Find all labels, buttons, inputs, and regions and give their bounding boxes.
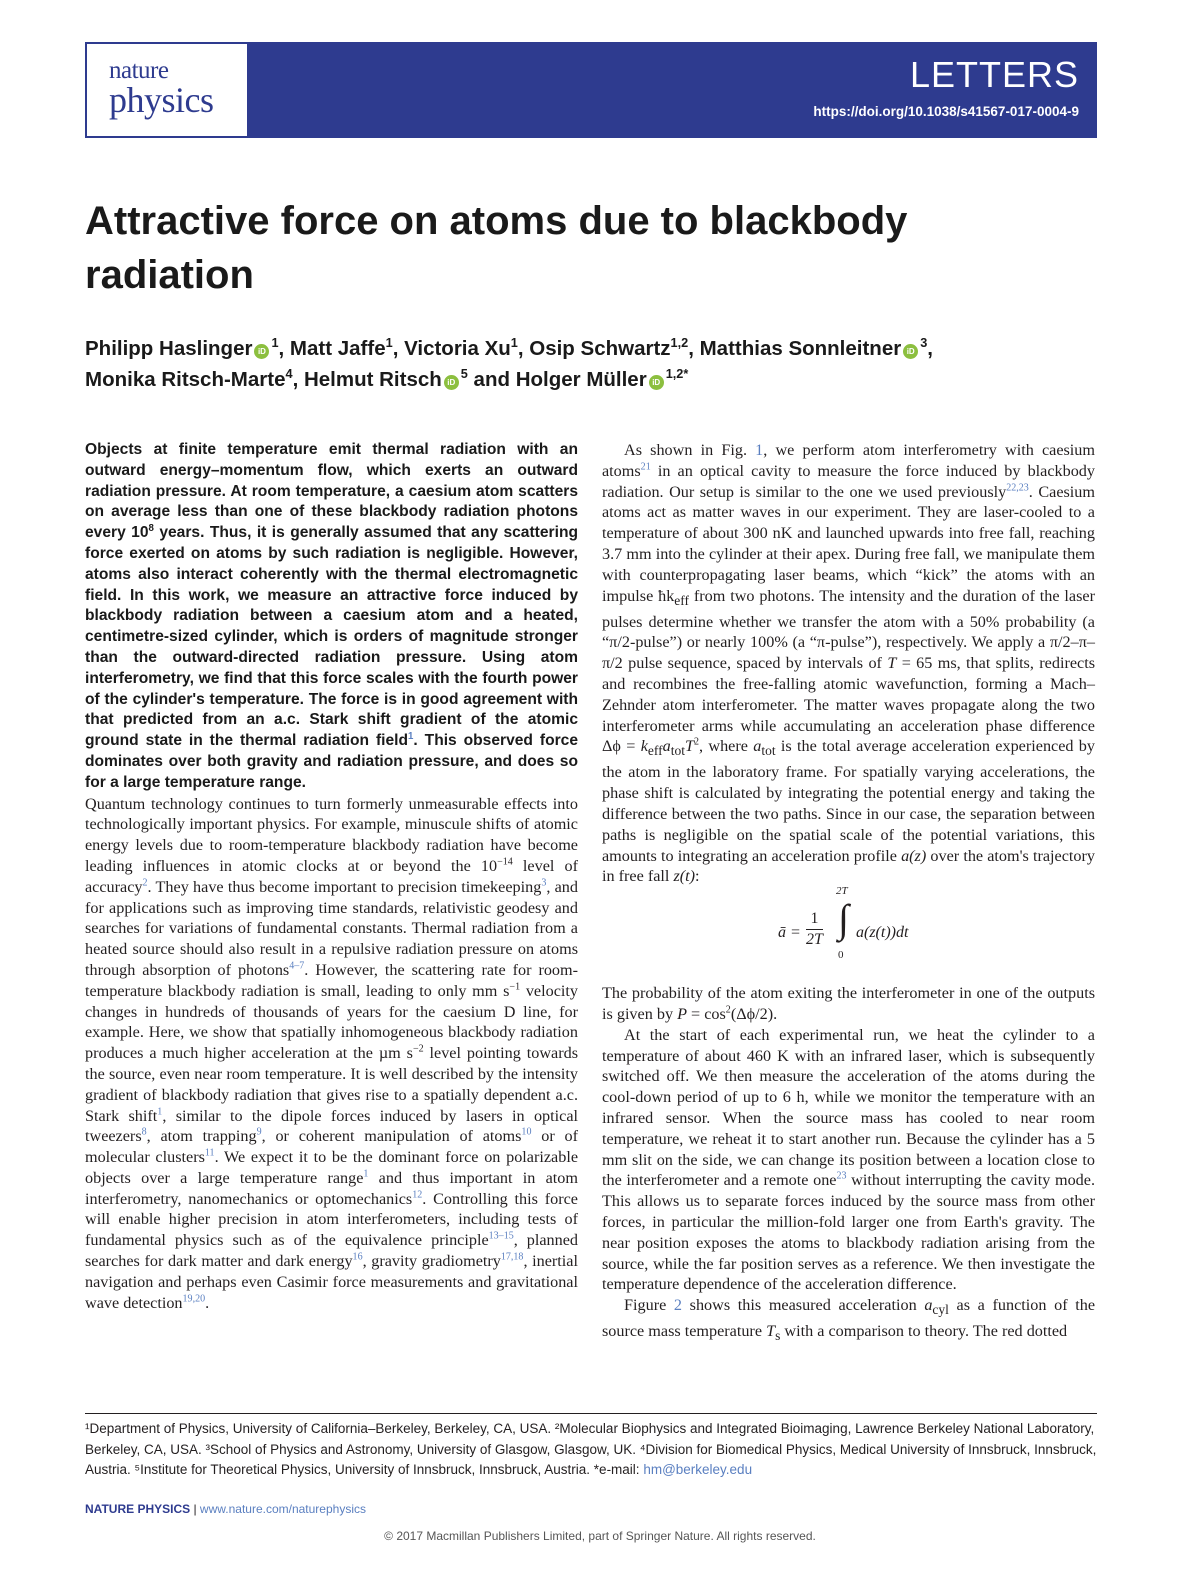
equation-fraction bbox=[806, 909, 823, 950]
fraction-denominator: 2T bbox=[806, 931, 823, 949]
body-text: Quantum technology continues to turn formerly unmeasurable effects into technologically important physics. For example, minuscule shifts of atomic energy levels due to room-temperature blackbody radiation have become leading influences in atomic clocks at or beyond the 10 bbox=[85, 794, 578, 875]
body-text: velocity changes in hundreds of thousands of years for the caesium D line, for example. Here, we show that spatially inhomogeneous blackbody radiation produces a much higher acceleration at the µm s bbox=[85, 981, 578, 1063]
affiliations bbox=[85, 1419, 1097, 1481]
math-symbol: a bbox=[753, 737, 762, 756]
reference-link[interactable]: 1 bbox=[363, 1168, 369, 1180]
body-text: As shown in Fig. bbox=[624, 441, 756, 459]
subscript: tot bbox=[761, 743, 776, 759]
integral-upper-limit: 2T bbox=[836, 885, 848, 898]
affiliation-mark: 3 bbox=[920, 335, 928, 351]
affiliation-mark: 4 bbox=[285, 366, 293, 382]
body-text: , similar to the dipole forces induced by lasers in optical tweezers bbox=[85, 1106, 578, 1146]
body-text: . However, the scattering rate for room-temperature blackbody radiation is small, leading to only mm s bbox=[85, 960, 578, 1000]
body-text: , or coherent manipulation of atoms bbox=[261, 1127, 522, 1146]
integrand: a(z(t))dt bbox=[856, 924, 909, 942]
body-text: and thus important in atom interferometry, nanomechanics or optomechanics bbox=[85, 1168, 578, 1208]
reference-link[interactable]: 17,18 bbox=[500, 1251, 524, 1263]
right-column bbox=[602, 440, 1095, 1347]
body-text: , and for applications such as improving time standards, relativistic geodesy and searches for variations of fundamental constants. Thermal radiation from a heated source should also result in a repulsive radiation pressure on atoms through absorption of photons bbox=[85, 877, 578, 979]
author-name[interactable]: , Victoria Xu bbox=[392, 337, 511, 360]
body-text: level pointing towards the source, even near room temperature. It is well described by the intensity gradient of blackbody radiation that gives rise to a spatially dependent a.c. Stark shift bbox=[85, 1044, 578, 1125]
body-text: , inertial navigation and perhaps even Casimir force measurements and gravitational wave detection bbox=[85, 1252, 578, 1312]
fraction-numerator: 1 bbox=[806, 909, 823, 930]
results-paragraph bbox=[602, 1295, 1095, 1347]
affiliation-mark: 1 bbox=[271, 335, 279, 351]
body-text: . We expect it to be the dominant force on polarizable objects over a large temperature range bbox=[85, 1148, 579, 1187]
reference-link[interactable]: 1 bbox=[408, 730, 414, 742]
reference-link[interactable]: 11 bbox=[204, 1147, 215, 1159]
equation-average-acceleration bbox=[602, 887, 1095, 983]
body-text: is the total average acceleration experienced by the atom in the laboratory frame. For spatially varying accelerations, the phase shift is calculated by integrating the potential energy and taking the difference between the two paths. Since in our case, the separation between paths is negligible on the spatial scale of the potential variations, this amounts to integrating an acceleration profile bbox=[602, 737, 1095, 865]
article-title: Attractive force on atoms due to blackbody radiation bbox=[85, 199, 908, 297]
affiliation-mark: 1,2* bbox=[665, 366, 689, 382]
body-text: (Δϕ/2). bbox=[730, 1005, 778, 1023]
reference-link[interactable]: 8 bbox=[141, 1126, 147, 1138]
affiliation-mark: 5 bbox=[460, 366, 468, 382]
body-text: over the atom's trajectory in free fall bbox=[602, 846, 1095, 886]
email-link[interactable]: hm@berkeley.edu bbox=[643, 1462, 753, 1477]
reference-link[interactable]: 2 bbox=[142, 877, 148, 889]
math-symbol: T bbox=[766, 1322, 776, 1341]
orcid-icon[interactable]: iD bbox=[254, 344, 269, 359]
experiment-paragraph bbox=[602, 1025, 1095, 1295]
journal-header bbox=[85, 42, 1097, 138]
body-text: Figure bbox=[624, 1296, 674, 1315]
journal-name: NATURE PHYSICS bbox=[85, 1502, 191, 1516]
math-symbol: T bbox=[887, 654, 897, 673]
body-text: without interrupting the cavity mode. This allows us to separate forces induced by the source mass from other forces, in particular the million-fold larger one from Earth's gravity. The near position exposes the atoms to blackbody radiation arising from the source, while the far position serves as a reference. We then investigate the temperature dependence of the acceleration difference. bbox=[602, 1171, 1095, 1294]
body-text: , atom trapping bbox=[146, 1127, 257, 1146]
abstract-text: . This observed force dominates over both gravity and radiation pressure, and does so for a large temperature range. bbox=[85, 732, 579, 791]
body-text: in an optical cavity to measure the force induced by blackbody radiation. Our setup is similar to the one we used previously bbox=[602, 461, 1095, 501]
method-paragraph bbox=[602, 440, 1095, 887]
reference-link[interactable]: 21 bbox=[640, 461, 651, 473]
body-text: with a comparison to theory. The red dotted bbox=[780, 1322, 1068, 1341]
author-name[interactable]: , Matthias Sonnleitner bbox=[688, 337, 902, 360]
journal-url-link[interactable]: www.nature.com/naturephysics bbox=[199, 1502, 366, 1516]
author-name[interactable]: Monika Ritsch-Marte bbox=[85, 368, 286, 391]
reference-link[interactable]: 12 bbox=[412, 1189, 423, 1201]
equation-lhs: ā = bbox=[778, 924, 801, 942]
subscript: cyl bbox=[932, 1302, 949, 1318]
copyright-notice: © 2017 Macmillan Publishers Limited, part of Springer Nature. All rights reserved. bbox=[384, 1529, 816, 1543]
body-text: . bbox=[205, 1293, 210, 1312]
author-name[interactable]: and Holger Müller bbox=[467, 368, 647, 391]
reference-link[interactable]: 9 bbox=[256, 1126, 262, 1138]
body-text: from two photons. The intensity and the duration of the laser pulses determine whether we transfer the atom with a 50% probability (a “π/2-pulse”) or nearly 100% (a “π-pulse”), respectively. We apply a π/2–π–π/2 pulse sequence, spaced by intervals of bbox=[602, 586, 1095, 673]
abstract-text: years. Thus, it is generally assumed that any scattering force exerted on atoms by such radiation is negligible. However, atoms also interact coherently with the thermal electromagnetic field. In this work, we measure an attractive force induced by blackbody radiation between a caesium atom and a heated, centimetre-sized cylinder, which is orders of magnitude stronger than the outward-directed radiation pressure. Using atom interferometry, we find that this force scales with the fourth power of the cylinder's temperature. The force is in good agreement with that predicted from an a.c. Stark shift gradient of the atomic ground state in the thermal radiation field bbox=[85, 524, 578, 750]
exponent: −1 bbox=[509, 981, 521, 993]
math-symbol: z(t) bbox=[673, 867, 696, 886]
math-symbol: a bbox=[662, 737, 671, 756]
body-text: as a function of the source mass temperature bbox=[602, 1296, 1096, 1341]
body-text: At the start of each experimental run, we heat the cylinder to a temperature of about 460 K with an infrared laser, which is subsequently switched off. We then measure the acceleration of the atoms during the cool-down period of up to 6 h, while we monitor the temperature with an infrared sensor. When the source mass has cooled to near room temperature, we reheat it to start another run. Because the cylinder has a 5 mm slit on the side, we can change its position between a location close to the interferometer and a remote one bbox=[602, 1025, 1095, 1190]
section-label: LETTERS bbox=[909, 54, 1079, 95]
exponent: −14 bbox=[497, 856, 513, 868]
math-symbol: T bbox=[684, 737, 694, 756]
figure-link[interactable]: 2 bbox=[673, 1296, 683, 1315]
body-text: or of molecular clusters bbox=[85, 1127, 579, 1167]
reference-link[interactable]: 4–7 bbox=[289, 960, 305, 972]
reference-link[interactable]: 13–15 bbox=[488, 1230, 514, 1242]
reference-link[interactable]: 10 bbox=[521, 1126, 532, 1138]
abstract bbox=[85, 440, 578, 794]
author-list: Philipp Haslinger $iD^1$, Matt Jaffe$^1$, Victoria Xu$^1$, Osip Schwartz$^{1,2}$, Matthias Sonnleitner $iD^3$, Monika Ritsch-Marte$^4$, Helmut Ritsch $iD^5$ and Holger Müller $iD^{1,2*}$ bbox=[85, 335, 933, 391]
integral-symbol: ∫ bbox=[838, 896, 849, 942]
body-text: . They have thus become important to precision timekeeping bbox=[147, 877, 542, 896]
affiliation-mark: 1 bbox=[510, 335, 518, 351]
math-symbol: P bbox=[677, 1005, 687, 1023]
body-text: level of accuracy bbox=[85, 856, 578, 896]
reference-link[interactable]: 16 bbox=[352, 1251, 363, 1263]
footnote-divider bbox=[85, 1413, 1097, 1414]
body-text: = cos bbox=[686, 1005, 726, 1023]
logo-line-2: physics bbox=[109, 80, 214, 120]
orcid-icon[interactable]: iD bbox=[444, 375, 459, 390]
intro-paragraph bbox=[85, 794, 578, 1314]
orcid-icon[interactable]: iD bbox=[649, 375, 664, 390]
affiliation-mark: 1,2 bbox=[670, 335, 689, 351]
nature-physics-logo[interactable] bbox=[87, 44, 247, 136]
body-text: , planned searches for dark matter and dark energy bbox=[85, 1231, 578, 1271]
abstract-text: Objects at finite temperature emit thermal radiation with an outward energy–momentum flow, which exerts an outward radiation pressure. At room temperature, a caesium atom scatters on average less than one of these blackbody radiation photons every 10 bbox=[85, 441, 578, 542]
exponent: 2 bbox=[694, 737, 700, 748]
author-name[interactable]: Philipp Haslinger bbox=[85, 337, 253, 360]
body-text: shows this measured acceleration bbox=[682, 1296, 925, 1315]
reference-link[interactable]: 23 bbox=[836, 1170, 847, 1182]
body-text: : bbox=[695, 867, 700, 886]
math-symbol: a(z) bbox=[901, 846, 927, 865]
affiliation-text: ¹Department of Physics, University of California–Berkeley, Berkeley, CA, USA. ²Molecular Biophysics and Integrated Bioimaging, Lawrence Berkeley National Laboratory, Berkeley, CA, USA. ³School of Physics and Astronomy, University of Glasgow, Glasgow, UK. ⁴Division for Biomedical Physics, Medical University of Innsbruck, Innsbruck, Austria. ⁵Institute for Theoretical Physics, University of Innsbruck, Innsbruck, Austria. *e-mail: bbox=[85, 1421, 1097, 1477]
body-text: . Caesium atoms act as matter waves in our experiment. They are laser-cooled to a temperature of about 300 nK and launched upwards into free fall, reaching 3.7 mm into the cylinder at their apex. During free fall, we manipulate them with counterpropagating laser beams, which “kick” the atoms with an impulse ħk bbox=[602, 482, 1095, 605]
subscript: tot bbox=[670, 743, 685, 759]
body-text: , we perform atom interferometry with caesium atoms bbox=[602, 441, 1095, 480]
body-text: , gravity gradiometry bbox=[362, 1252, 501, 1271]
footer-separator: | bbox=[190, 1502, 200, 1516]
body-text: . Controlling this force will enable higher precision in atom interferometers, including tests of fundamental physics such as of the equivalence principle bbox=[85, 1189, 578, 1250]
exponent: 2 bbox=[725, 1004, 731, 1016]
body-text: The probability of the atom exiting the interferometer in one of the outputs is given by bbox=[602, 984, 1095, 1023]
author-name[interactable]: , Osip Schwartz bbox=[517, 337, 671, 360]
integral-lower-limit: 0 bbox=[838, 949, 844, 962]
reference-link[interactable]: 19,20 bbox=[182, 1293, 206, 1305]
reference-link[interactable]: 1 bbox=[157, 1106, 163, 1118]
figure-link[interactable]: 1 bbox=[755, 441, 764, 459]
math-symbol: k bbox=[640, 737, 648, 756]
body-text: = 65 ms, that splits, redirects and recombines the free-falling atomic wavefunction, forming a Mach–Zehnder atom interferometer. The matter waves propagate along the two interferometer arms while accumulating an acceleration phase difference Δϕ = bbox=[602, 654, 1095, 756]
probability-paragraph bbox=[602, 983, 1095, 1025]
author-name[interactable]: , Matt Jaffe bbox=[278, 337, 386, 360]
math-symbol: a bbox=[924, 1296, 933, 1315]
exponent: −2 bbox=[412, 1043, 424, 1055]
subscript: eff bbox=[647, 743, 663, 759]
author-name[interactable]: , Helmut Ritsch bbox=[292, 368, 442, 391]
body-text: , where bbox=[699, 737, 754, 756]
reference-link[interactable]: 22,23 bbox=[1006, 482, 1029, 494]
subscript: s bbox=[775, 1328, 781, 1344]
orcid-icon[interactable]: iD bbox=[903, 344, 918, 359]
left-column bbox=[85, 440, 578, 1313]
reference-link[interactable]: 3 bbox=[541, 877, 547, 889]
subscript: eff bbox=[674, 592, 690, 608]
logo-line-1: nature bbox=[109, 57, 169, 84]
journal-footer bbox=[85, 1502, 366, 1516]
exponent: 8 bbox=[148, 523, 154, 534]
doi-link[interactable]: https://doi.org/10.1038/s41567-017-0004-9 bbox=[813, 104, 1079, 119]
affiliation-mark: 1 bbox=[385, 335, 393, 351]
